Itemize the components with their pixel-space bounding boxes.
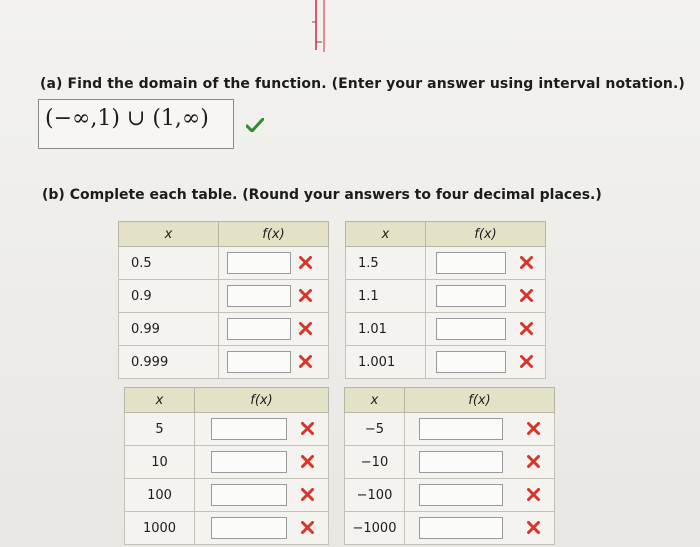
incorrect-x-icon <box>527 521 540 534</box>
x-column-header: x <box>346 222 426 247</box>
fx-cell <box>426 280 546 313</box>
x-value: 100 <box>125 479 195 512</box>
table-row <box>345 446 555 479</box>
table-row <box>125 512 329 545</box>
domain-answer-value: (−∞,1) ∪ (1,∞) <box>45 106 209 131</box>
fx-column-header: f(x) <box>405 388 555 413</box>
table-row <box>125 479 329 512</box>
domain-answer-field[interactable] <box>38 99 234 149</box>
part-b-prompt: (b) Complete each table. (Round your answers to four decimal places.) <box>42 187 602 203</box>
fx-input[interactable] <box>419 418 503 440</box>
table-row <box>119 280 329 313</box>
fx-cell <box>426 346 546 379</box>
incorrect-x-icon <box>520 355 533 368</box>
incorrect-x-icon <box>520 322 533 335</box>
x-value: −5 <box>345 413 405 446</box>
values-table-1 <box>118 221 329 379</box>
incorrect-x-icon <box>301 521 314 534</box>
x-value: 1.01 <box>346 313 426 346</box>
incorrect-x-icon <box>527 455 540 468</box>
incorrect-x-icon <box>301 455 314 468</box>
fx-input[interactable] <box>227 351 291 373</box>
table-row <box>346 313 546 346</box>
values-table-2 <box>345 221 546 379</box>
fx-input[interactable] <box>419 484 503 506</box>
fx-input[interactable] <box>211 451 287 473</box>
fx-cell <box>195 512 329 545</box>
table-header-row <box>125 388 329 413</box>
values-table-4 <box>344 387 555 545</box>
x-value: −1000 <box>345 512 405 545</box>
incorrect-x-icon <box>299 256 312 269</box>
incorrect-x-icon <box>527 422 540 435</box>
x-value: 5 <box>125 413 195 446</box>
x-value: 0.9 <box>119 280 219 313</box>
incorrect-x-icon <box>520 289 533 302</box>
fx-column-header: f(x) <box>219 222 329 247</box>
x-value: 10 <box>125 446 195 479</box>
fx-cell <box>195 413 329 446</box>
fx-cell <box>405 446 555 479</box>
table-row <box>125 446 329 479</box>
fx-input[interactable] <box>227 252 291 274</box>
x-value: 0.999 <box>119 346 219 379</box>
x-value: −100 <box>345 479 405 512</box>
fx-cell <box>195 479 329 512</box>
fx-input[interactable] <box>211 418 287 440</box>
fx-cell <box>426 313 546 346</box>
incorrect-x-icon <box>301 422 314 435</box>
table-row <box>346 247 546 280</box>
fx-column-header: f(x) <box>195 388 329 413</box>
fx-input[interactable] <box>227 285 291 307</box>
fx-input[interactable] <box>211 517 287 539</box>
fx-input[interactable] <box>211 484 287 506</box>
fx-input[interactable] <box>436 351 506 373</box>
fx-cell <box>219 280 329 313</box>
fx-cell <box>219 313 329 346</box>
table-row <box>346 346 546 379</box>
table-row <box>125 413 329 446</box>
x-value: 1000 <box>125 512 195 545</box>
incorrect-x-icon <box>527 488 540 501</box>
fx-cell <box>426 247 546 280</box>
values-table-3 <box>124 387 329 545</box>
table-row <box>119 313 329 346</box>
table-row <box>345 479 555 512</box>
table-row <box>119 346 329 379</box>
x-value: 1.1 <box>346 280 426 313</box>
fx-cell <box>405 512 555 545</box>
fx-column-header: f(x) <box>426 222 546 247</box>
fx-cell <box>405 479 555 512</box>
fx-input[interactable] <box>436 285 506 307</box>
check-icon <box>246 118 264 132</box>
incorrect-x-icon <box>301 488 314 501</box>
part-a-prompt: (a) Find the domain of the function. (Enter your answer using interval notation.) <box>40 76 685 92</box>
x-value: 0.99 <box>119 313 219 346</box>
table-row <box>345 413 555 446</box>
fx-cell <box>195 446 329 479</box>
fx-input[interactable] <box>436 252 506 274</box>
incorrect-x-icon <box>299 355 312 368</box>
incorrect-x-icon <box>520 256 533 269</box>
fx-cell <box>219 346 329 379</box>
x-column-header: x <box>119 222 219 247</box>
x-column-header: x <box>125 388 195 413</box>
table-row <box>346 280 546 313</box>
fx-input[interactable] <box>419 517 503 539</box>
x-value: −10 <box>345 446 405 479</box>
x-value: 0.5 <box>119 247 219 280</box>
table-header-row <box>346 222 546 247</box>
fx-input[interactable] <box>227 318 291 340</box>
incorrect-x-icon <box>299 289 312 302</box>
graph-asymptote-fragment <box>300 0 340 60</box>
fx-cell <box>405 413 555 446</box>
x-value: 1.001 <box>346 346 426 379</box>
x-column-header: x <box>345 388 405 413</box>
x-value: 1.5 <box>346 247 426 280</box>
table-row <box>119 247 329 280</box>
table-header-row <box>119 222 329 247</box>
table-header-row <box>345 388 555 413</box>
incorrect-x-icon <box>299 322 312 335</box>
fx-input[interactable] <box>419 451 503 473</box>
fx-input[interactable] <box>436 318 506 340</box>
fx-cell <box>219 247 329 280</box>
table-row <box>345 512 555 545</box>
